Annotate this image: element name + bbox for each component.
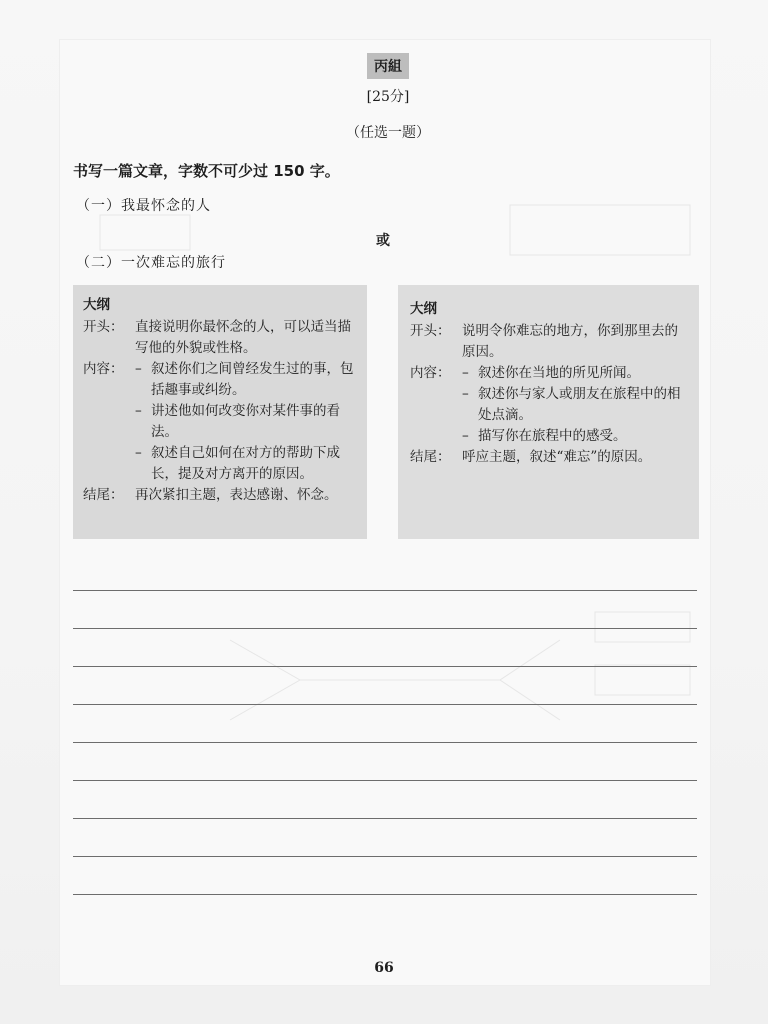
ending-text: 呼应主题，叙述“难忘”的原因。 bbox=[462, 449, 652, 465]
writing-line bbox=[73, 666, 697, 667]
writing-line bbox=[73, 856, 697, 857]
page-number: 66 bbox=[374, 960, 394, 976]
writing-line bbox=[73, 818, 697, 819]
list-item bbox=[135, 401, 359, 443]
outline-content bbox=[83, 359, 359, 485]
content-label: 内容： bbox=[410, 365, 451, 381]
content-label: 内容： bbox=[83, 361, 124, 377]
bullet-dash: – bbox=[135, 361, 142, 377]
bullet-text: 叙述你在当地的所见所闻。 bbox=[478, 365, 640, 381]
writing-line bbox=[73, 628, 697, 629]
bullet-dash: – bbox=[462, 428, 469, 444]
writing-line bbox=[73, 780, 697, 781]
writing-line bbox=[73, 742, 697, 743]
content-bullets bbox=[462, 363, 691, 447]
bullet-dash: – bbox=[135, 403, 142, 419]
outline-box-one bbox=[73, 285, 367, 539]
writing-line bbox=[73, 704, 697, 705]
bullet-dash: – bbox=[462, 365, 469, 381]
outline-ending bbox=[83, 485, 359, 506]
outline-title: 大纲 bbox=[83, 297, 110, 313]
marks-label: [25分] bbox=[366, 89, 410, 105]
ending-label: 结尾： bbox=[410, 449, 451, 465]
bullet-dash: – bbox=[135, 445, 142, 461]
list-item bbox=[462, 426, 691, 447]
opening-text: 说明令你难忘的地方，你到那里去的原因。 bbox=[462, 323, 678, 360]
ending-text: 再次紧扣主题，表达感谢、怀念。 bbox=[135, 487, 338, 503]
opening-text: 直接说明你最怀念的人，可以适当描写他的外貌或性格。 bbox=[135, 319, 351, 356]
option-two: （二）一次难忘的旅行 bbox=[76, 255, 226, 271]
content-bullets bbox=[135, 359, 359, 485]
bullet-text: 叙述你与家人或朋友在旅程中的相处点滴。 bbox=[478, 386, 681, 423]
bullet-text: 讲述他如何改变你对某件事的看法。 bbox=[151, 403, 340, 440]
list-item bbox=[462, 384, 691, 426]
bullet-text: 叙述自己如何在对方的帮助下成长，提及对方离开的原因。 bbox=[151, 445, 340, 482]
choose-one-note: （任选一题） bbox=[346, 125, 430, 141]
outline-opening bbox=[410, 321, 691, 363]
outline-title: 大纲 bbox=[410, 301, 437, 317]
outline-ending bbox=[410, 447, 691, 468]
opening-label: 开头： bbox=[83, 319, 124, 335]
writing-instruction: 书写一篇文章，字数不可少过 150 字。 bbox=[73, 162, 340, 180]
list-item bbox=[135, 359, 359, 401]
writing-line bbox=[73, 590, 697, 591]
bullet-dash: – bbox=[462, 386, 469, 402]
bullet-text: 叙述你们之间曾经发生过的事，包括趣事或纠纷。 bbox=[151, 361, 354, 398]
outline-content bbox=[410, 363, 691, 447]
list-item bbox=[462, 363, 691, 384]
bullet-text: 描写你在旅程中的感受。 bbox=[478, 428, 627, 444]
opening-label: 开头： bbox=[410, 323, 451, 339]
writing-line bbox=[73, 894, 697, 895]
outline-box-two bbox=[398, 285, 699, 539]
list-item bbox=[135, 443, 359, 485]
ending-label: 结尾： bbox=[83, 487, 124, 503]
section-tag: 丙組 bbox=[367, 53, 409, 79]
writing-lines bbox=[73, 590, 697, 932]
or-separator: 或 bbox=[376, 233, 390, 249]
option-one: （一）我最怀念的人 bbox=[76, 198, 211, 214]
outline-opening bbox=[83, 317, 359, 359]
